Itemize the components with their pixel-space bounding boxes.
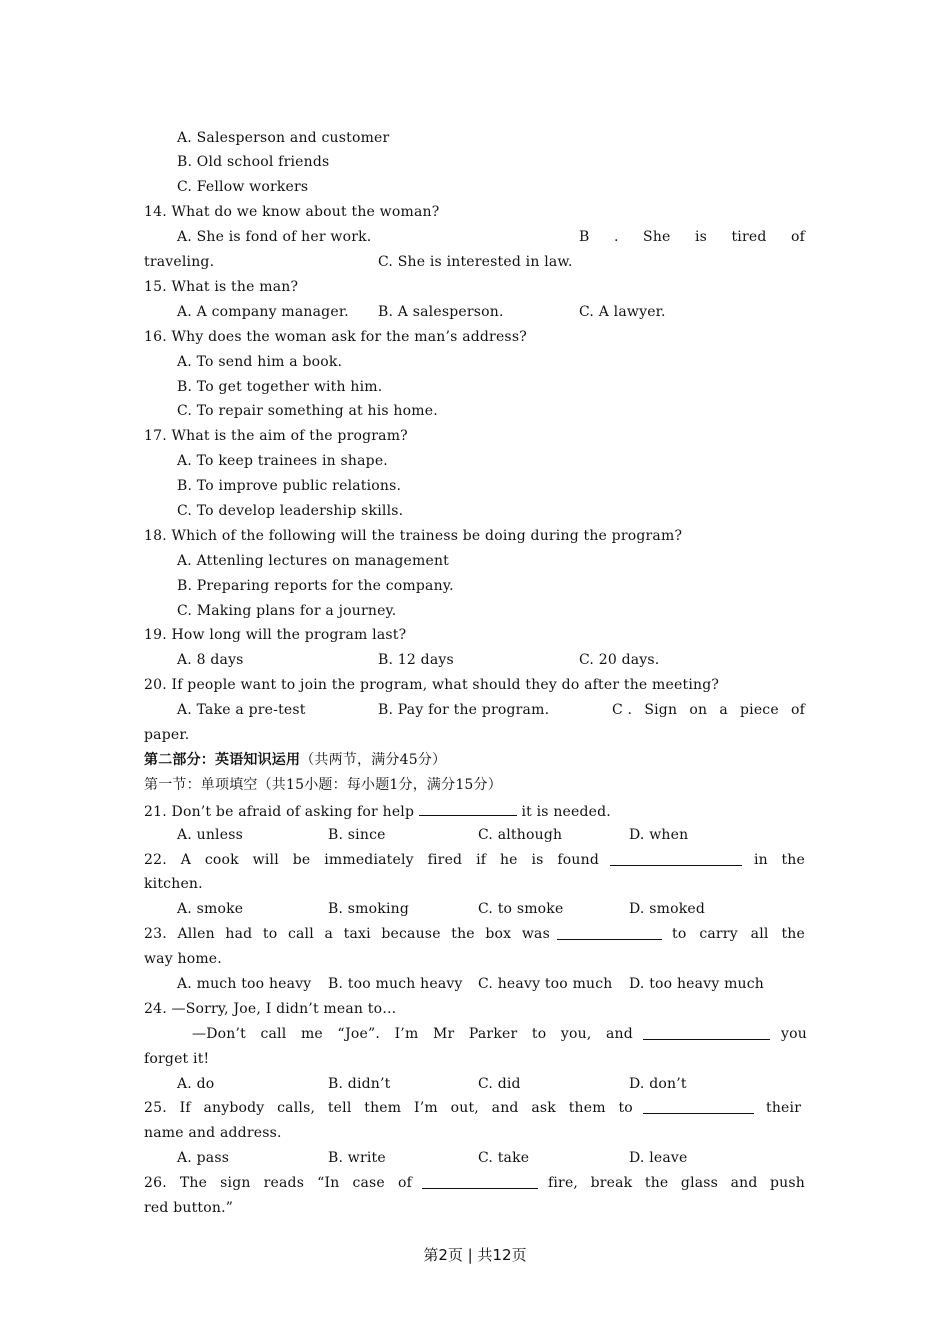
q25-stem-end: their: [766, 1100, 802, 1116]
q16-option-c: C. To repair something at his home.: [177, 403, 438, 419]
q26-stem-continued: red button.”: [144, 1200, 234, 1216]
q23-stem: 23. Allen had to call a taxi because the box was: [144, 926, 550, 942]
q25-stem-continued: name and address.: [144, 1125, 282, 1141]
q25-option-c: C. take: [478, 1150, 530, 1166]
q18-option-c: C. Making plans for a journey.: [177, 603, 397, 619]
q18-option-b: B. Preparing reports for the company.: [177, 578, 454, 594]
q23-blank: [557, 925, 662, 940]
q23-option-c: C. heavy too much: [478, 976, 613, 992]
q24-line2-continued: forget it!: [144, 1051, 210, 1067]
q26-blank: [422, 1174, 538, 1189]
q19-option-b: B. 12 days: [378, 652, 454, 668]
q16-option-b: B. To get together with him.: [177, 379, 383, 395]
q13-option-a: A. Salesperson and customer: [177, 130, 390, 146]
q20-option-a: A. Take a pre-test: [177, 702, 306, 718]
q17-option-a: A. To keep trainees in shape.: [177, 453, 388, 469]
q23-stem-continued: way home.: [144, 951, 222, 967]
q22-option-b: B. smoking: [328, 901, 410, 917]
q24-option-c: C. did: [478, 1076, 521, 1092]
q24-blank: [643, 1025, 770, 1040]
q20-stem: 20. If people want to join the program, what should they do after the meeting?: [144, 677, 720, 693]
q21-blank: [419, 801, 517, 816]
q13-option-c: C. Fellow workers: [177, 179, 309, 195]
q17-option-c: C. To develop leadership skills.: [177, 503, 404, 519]
q15-option-c: C. A lawyer.: [579, 304, 666, 320]
q21-option-a: A. unless: [177, 827, 243, 843]
q14-option-b: B . She is tired of: [579, 229, 805, 245]
q21-option-b: B. since: [328, 827, 386, 843]
q15-option-a: A. A company manager.: [177, 304, 349, 320]
q22-stem-end: in the: [754, 852, 805, 868]
q17-stem: 17. What is the aim of the program?: [144, 428, 408, 444]
q22-option-c: C. to smoke: [478, 901, 564, 917]
q17-option-b: B. To improve public relations.: [177, 478, 402, 494]
q20-option-b: B. Pay for the program.: [378, 702, 550, 718]
q24-line1: 24. —Sorry, Joe, I didn’t mean to…: [144, 1001, 397, 1017]
q19-option-a: A. 8 days: [177, 652, 244, 668]
q20-option-c: C . Sign on a piece of: [612, 702, 805, 718]
q15-stem: 15. What is the man?: [144, 279, 299, 295]
q22-blank: [610, 851, 742, 866]
section1-heading: 第一节：单项填空（共15小题：每小题1分，满分15分）: [144, 777, 502, 793]
q25-option-b: B. write: [328, 1150, 386, 1166]
q21-stem: 21. Don’t be afraid of asking for help it is needed.: [144, 801, 611, 821]
q18-stem: 18. Which of the following will the trainess be doing during the program?: [144, 528, 683, 544]
q14-stem: 14. What do we know about the woman?: [144, 204, 440, 220]
q25-stem: 25. If anybody calls, tell them I’m out, and ask them to: [144, 1100, 633, 1116]
q25-option-a: A. pass: [177, 1150, 230, 1166]
q24-option-d: D. don’t: [629, 1076, 687, 1092]
part2-heading: 第二部分：英语知识运用（共两节，满分45分）: [144, 752, 447, 768]
q22-stem-continued: kitchen.: [144, 876, 203, 892]
q16-stem: 16. Why does the woman ask for the man’s address?: [144, 329, 527, 345]
q24-option-a: A. do: [177, 1076, 215, 1092]
q14-option-c: C. She is interested in law.: [378, 254, 573, 270]
q19-stem: 19. How long will the program last?: [144, 627, 407, 643]
page-footer: 第2页 | 共12页: [423, 1246, 527, 1264]
q23-option-d: D. too heavy much: [629, 976, 765, 992]
q26-stem: 26. The sign reads “In case of: [144, 1175, 412, 1191]
q24-line2: —Don’t call me “Joe”. I’m Mr Parker to you, and: [192, 1026, 633, 1042]
q25-blank: [643, 1099, 754, 1114]
q14-option-b-continued: traveling.: [144, 254, 215, 270]
q13-option-b: B. Old school friends: [177, 154, 330, 170]
q24-line2-end: you: [781, 1026, 807, 1042]
q22-option-a: A. smoke: [177, 901, 244, 917]
q23-stem-end: to carry all the: [672, 926, 805, 942]
q24-option-b: B. didn’t: [328, 1076, 391, 1092]
q14-option-a: A. She is fond of her work.: [177, 229, 372, 245]
q26-stem-end: fire, break the glass and push: [548, 1175, 805, 1191]
q20-option-c-continued: paper.: [144, 727, 190, 743]
q16-option-a: A. To send him a book.: [177, 354, 343, 370]
q18-option-a: A. Attenling lectures on management: [177, 553, 450, 569]
q25-option-d: D. leave: [629, 1150, 688, 1166]
q21-option-c: C. although: [478, 827, 563, 843]
q23-option-a: A. much too heavy: [177, 976, 312, 992]
q19-option-c: C. 20 days.: [579, 652, 660, 668]
q22-option-d: D. smoked: [629, 901, 706, 917]
q22-stem: 22. A cook will be immediately fired if he is found: [144, 852, 599, 868]
q23-option-b: B. too much heavy: [328, 976, 463, 992]
q21-option-d: D. when: [629, 827, 689, 843]
q15-option-b: B. A salesperson.: [378, 304, 504, 320]
